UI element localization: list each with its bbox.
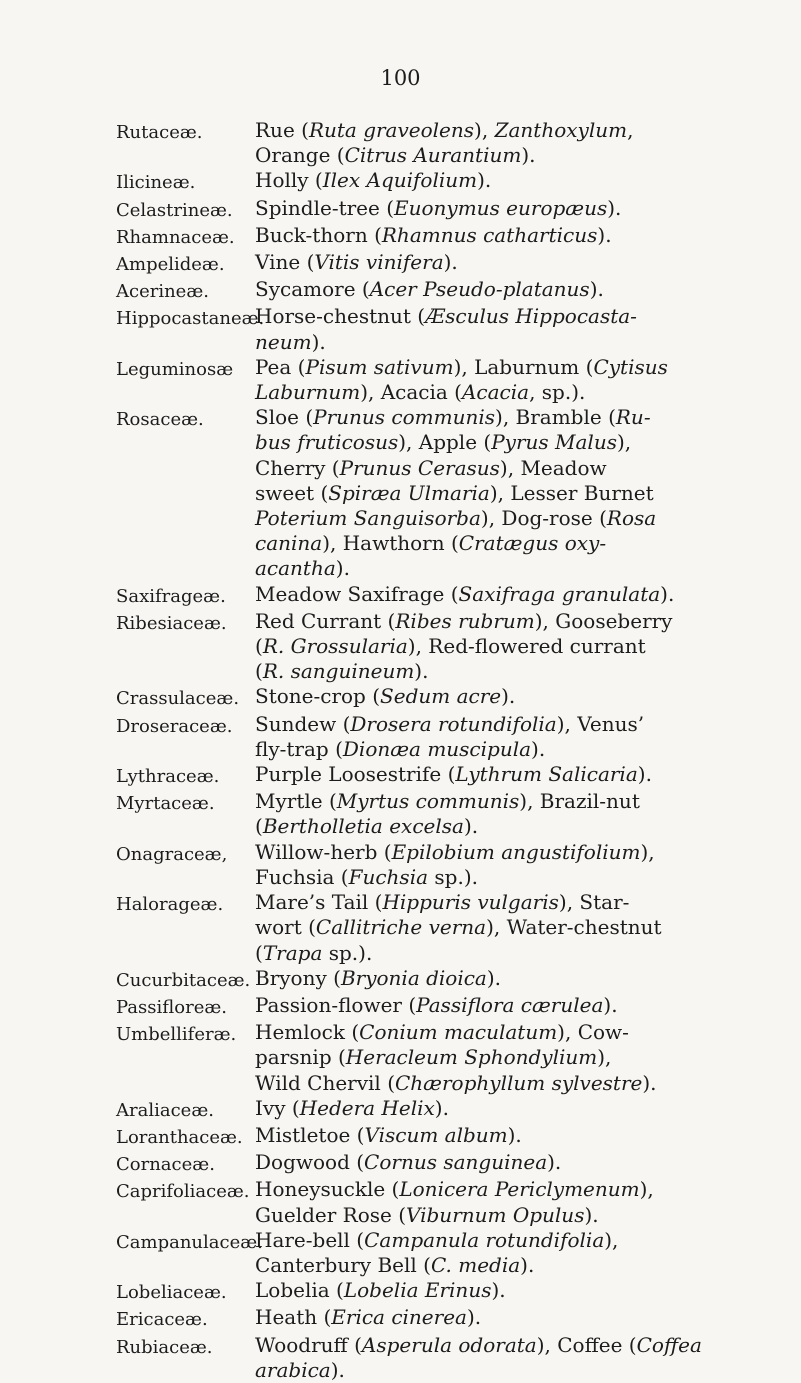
- family-examples: [255, 1228, 707, 1278]
- examples-line: Passion-flower (Passiflora cærulea).: [255, 992, 618, 1017]
- family-examples: [255, 355, 707, 405]
- entry-row: [116, 304, 716, 354]
- entry-row: [116, 277, 716, 304]
- examples-line: (R. Grossularia), Red-flowered currant: [255, 634, 646, 659]
- examples-line: Mistletoe (Viscum album).: [255, 1122, 522, 1147]
- plant-family-list: [116, 118, 716, 1383]
- family-examples: [255, 223, 707, 250]
- family-examples: [255, 1305, 707, 1332]
- examples-line: Honeysuckle (Lonicera Periclymenum),: [255, 1177, 654, 1202]
- entry-row: [116, 196, 716, 223]
- entry-row: [116, 223, 716, 250]
- examples-line: Willow-herb (Epilobium angustifolium),: [255, 839, 655, 864]
- family-examples: [255, 1096, 707, 1123]
- family-examples: [255, 304, 707, 354]
- examples-line: Guelder Rose (Viburnum Opulus).: [255, 1202, 599, 1227]
- family-name: Ericaceæ.: [116, 1309, 208, 1331]
- family-name: Crassulaceæ.: [116, 688, 240, 710]
- family-name: Ilicineæ.: [116, 172, 196, 194]
- examples-line: Heath (Erica cinerea).: [255, 1305, 482, 1330]
- family-name: Ampelideæ.: [116, 254, 225, 276]
- family-name: Passifloreæ.: [116, 996, 228, 1018]
- entry-row: [116, 582, 716, 609]
- examples-line: Laburnum), Acacia (Acacia, sp.).: [255, 380, 586, 405]
- examples-line: Purple Loosestrife (Lythrum Salicaria).: [255, 762, 652, 787]
- family-examples: [255, 168, 707, 195]
- family-name: Umbelliferæ.: [116, 1024, 237, 1046]
- family-name: Rutaceæ.: [116, 122, 203, 143]
- family-name: Droseraceæ.: [116, 715, 233, 737]
- entry-row: [116, 118, 716, 168]
- examples-line: Canterbury Bell (C. media).: [255, 1252, 535, 1277]
- family-name: Loranthaceæ.: [116, 1126, 243, 1148]
- examples-line: Ivy (Hedera Helix).: [255, 1095, 449, 1120]
- examples-line: canina), Hawthorn (Cratægus oxy-: [255, 531, 607, 556]
- page-number: 100: [380, 66, 421, 90]
- entry-row: [116, 1020, 716, 1096]
- family-name: Rosaceæ.: [116, 409, 204, 431]
- examples-line: neum).: [255, 329, 326, 354]
- examples-line: Cherry (Prunus Cerasus), Meadow: [255, 455, 607, 480]
- family-name: Acerineæ.: [116, 281, 209, 303]
- family-name: Saxifrageæ.: [116, 585, 226, 607]
- examples-line: (Trapa sp.).: [255, 940, 373, 965]
- family-examples: [255, 405, 707, 581]
- family-name: Cornaceæ.: [116, 1154, 215, 1176]
- entry-row: [116, 1228, 716, 1278]
- examples-line: Spindle-tree (Euonymus europæus).: [255, 195, 622, 220]
- examples-line: bus fruticosus), Apple (Pyrus Malus),: [255, 430, 632, 455]
- family-name: Celastrineæ.: [116, 199, 233, 221]
- family-examples: [255, 1150, 707, 1177]
- examples-line: Buck-thorn (Rhamnus catharticus).: [255, 222, 612, 247]
- examples-line: Sundew (Drosera rotundifolia), Venus’: [255, 711, 645, 736]
- examples-line: Sloe (Prunus communis), Bramble (Ru-: [255, 405, 651, 430]
- family-examples: [255, 1123, 707, 1150]
- family-name: Caprifoliaceæ.: [116, 1181, 250, 1203]
- family-examples: [255, 1278, 707, 1305]
- examples-line: fly-trap (Dionæa muscipula).: [255, 736, 546, 761]
- examples-line: Orange (Citrus Aurantium).: [255, 143, 536, 168]
- entry-row: [116, 405, 716, 581]
- examples-line: Bryony (Bryonia dioica).: [255, 965, 502, 990]
- family-examples: [255, 582, 707, 609]
- family-name: Rhamnaceæ.: [116, 226, 235, 248]
- family-examples: [255, 609, 707, 685]
- entry-row: [116, 1305, 716, 1332]
- family-examples: [255, 789, 707, 839]
- entry-row: [116, 789, 716, 839]
- family-examples: [255, 684, 707, 711]
- examples-line: Vine (Vitis vinifera).: [255, 250, 458, 275]
- family-examples: [255, 966, 707, 993]
- entry-row: [116, 684, 716, 711]
- examples-line: Rue (Ruta graveolens), Zanthoxylum,: [255, 118, 634, 142]
- entry-row: [116, 1333, 716, 1383]
- entry-row: [116, 1150, 716, 1177]
- family-name: Araliaceæ.: [116, 1099, 214, 1121]
- family-name: Ribesiaceæ.: [116, 612, 227, 634]
- examples-line: wort (Callitriche verna), Water-chestnut: [255, 915, 662, 940]
- examples-line: Woodruff (Asperula odorata), Coffee (Coffea: [255, 1332, 702, 1357]
- family-name: Myrtaceæ.: [116, 793, 215, 815]
- examples-line: (Bertholletia excelsa).: [255, 814, 479, 839]
- examples-line: Poterium Sanguisorba), Dog-rose (Rosa: [255, 506, 657, 531]
- examples-line: Sycamore (Acer Pseudo-platanus).: [255, 277, 604, 302]
- entry-row: [116, 250, 716, 277]
- examples-line: Horse-chestnut (Æsculus Hippocasta-: [255, 304, 637, 329]
- examples-line: Meadow Saxifrage (Saxifraga granulata).: [255, 581, 675, 606]
- family-examples: [255, 250, 707, 277]
- family-name: Cucurbitaceæ.: [116, 969, 251, 991]
- family-examples: [255, 840, 707, 890]
- family-examples: [255, 118, 707, 168]
- family-examples: [255, 993, 707, 1020]
- examples-line: Pea (Pisum sativum), Laburnum (Cytisus: [255, 354, 668, 379]
- family-examples: [255, 762, 707, 789]
- family-examples: [255, 1177, 707, 1227]
- entry-row: [116, 609, 716, 685]
- examples-line: Dogwood (Cornus sanguinea).: [255, 1150, 562, 1175]
- family-name: Rubiaceæ.: [116, 1336, 213, 1358]
- examples-line: Hemlock (Conium maculatum), Cow-: [255, 1020, 629, 1045]
- family-examples: [255, 277, 707, 304]
- entry-row: [116, 1123, 716, 1150]
- entry-row: [116, 712, 716, 762]
- examples-line: Stone-crop (Sedum acre).: [255, 684, 516, 709]
- entry-row: [116, 355, 716, 405]
- entry-row: [116, 168, 716, 195]
- examples-line: arabica).: [255, 1357, 345, 1382]
- examples-line: Wild Chervil (Chærophyllum sylvestre).: [255, 1070, 657, 1095]
- examples-line: sweet (Spiræa Ulmaria), Lesser Burnet: [255, 480, 654, 505]
- examples-line: parsnip (Heracleum Sphondylium),: [255, 1045, 612, 1070]
- examples-line: Fuchsia (Fuchsia sp.).: [255, 864, 478, 889]
- family-examples: [255, 196, 707, 223]
- entry-row: [116, 1177, 716, 1227]
- entry-row: [116, 762, 716, 789]
- family-name: Onagraceæ,: [116, 843, 228, 865]
- examples-line: Myrtle (Myrtus communis), Brazil-nut: [255, 789, 640, 814]
- family-examples: [255, 1020, 707, 1096]
- family-examples: [255, 1333, 707, 1383]
- family-examples: [255, 890, 707, 966]
- family-examples: [255, 712, 707, 762]
- examples-line: Mare’s Tail (Hippuris vulgaris), Star-: [255, 890, 630, 915]
- family-name: Lobeliaceæ.: [116, 1282, 227, 1304]
- entry-row: [116, 890, 716, 966]
- entry-row: [116, 993, 716, 1020]
- entry-row: [116, 1278, 716, 1305]
- examples-line: Red Currant (Ribes rubrum), Gooseberry: [255, 608, 673, 633]
- examples-line: Lobelia (Lobelia Erinus).: [255, 1278, 506, 1303]
- family-name: Leguminosæ: [116, 358, 234, 380]
- family-name: Lythraceæ.: [116, 766, 220, 788]
- entry-row: [116, 1096, 716, 1123]
- family-name: Hippocastaneæ.: [116, 308, 265, 330]
- entry-row: [116, 966, 716, 993]
- family-name: Halorageæ.: [116, 894, 224, 916]
- family-name: Campanulaceæ.: [116, 1231, 263, 1253]
- examples-line: acantha).: [255, 556, 350, 581]
- examples-line: Holly (Ilex Aquifolium).: [255, 168, 492, 193]
- entry-row: [116, 840, 716, 890]
- examples-line: Hare-bell (Campanula rotundifolia),: [255, 1227, 619, 1252]
- examples-line: (R. sanguineum).: [255, 659, 429, 684]
